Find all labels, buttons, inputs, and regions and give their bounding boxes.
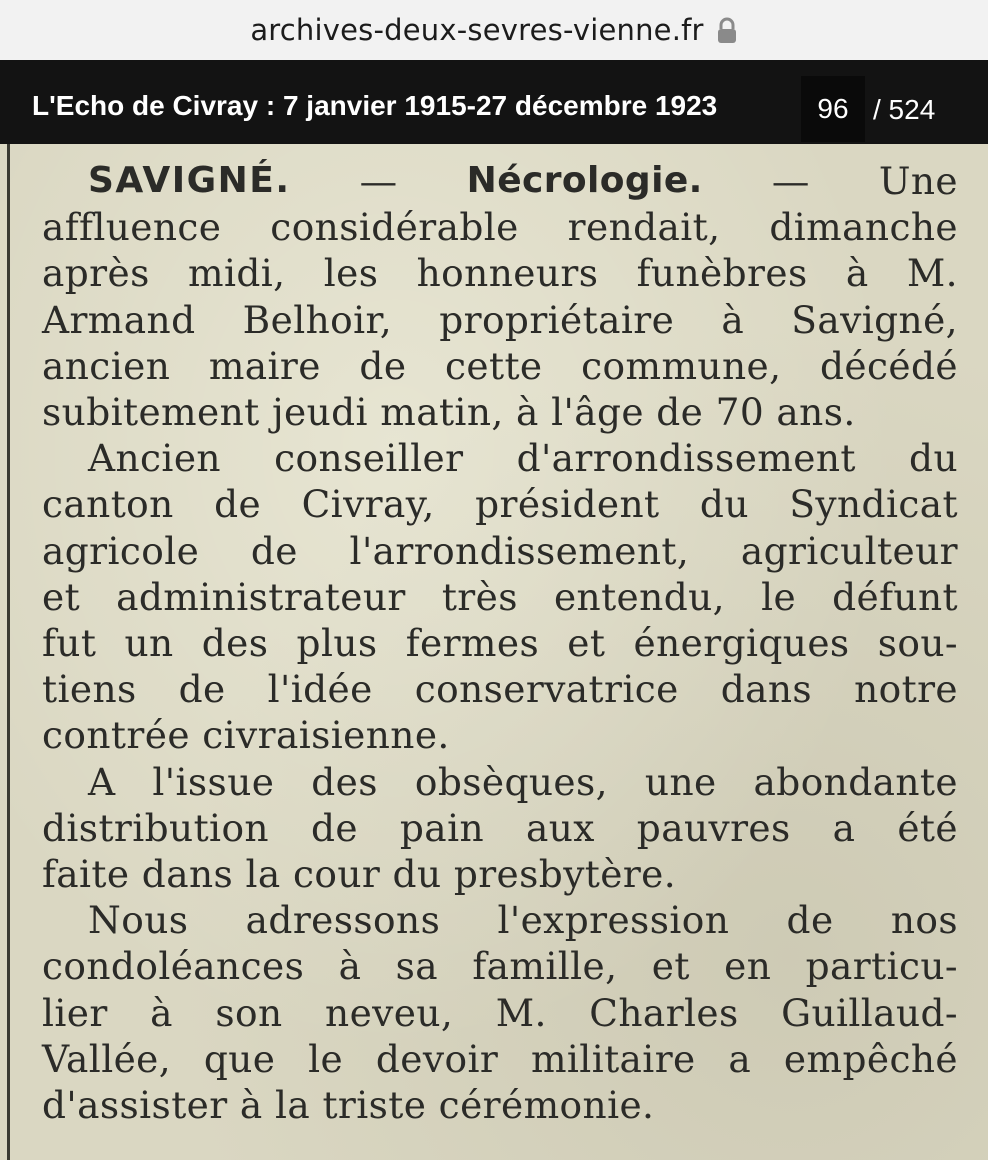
article-line: condoléances à sa famille, et en particu-: [42, 944, 958, 989]
article-line: fut un des plus fermes et énergiques sou-: [42, 621, 958, 666]
lock-icon: [716, 17, 738, 45]
first-word: Une: [878, 159, 958, 203]
article-line: Armand Belhoir, propriétaire à Savigné,: [42, 297, 958, 342]
heading-dash: —: [359, 159, 398, 203]
column-divider: [7, 144, 10, 1160]
article-place: SAVIGNÉ.: [88, 160, 291, 201]
url-text[interactable]: archives-deux-sevres-vienne.fr: [250, 13, 704, 47]
article-line: subitement jeudi matin, à l'âge de 70 ans.: [42, 390, 856, 435]
article-line: agricole de l'arrondissement, agriculteur: [42, 528, 958, 573]
heading-dash: —: [771, 159, 810, 203]
viewer-toolbar: [0, 60, 988, 144]
article-line: après midi, les honneurs funèbres à M.: [42, 251, 958, 296]
article-heading: [42, 158, 958, 204]
article-section: Nécrologie.: [466, 160, 703, 201]
article-line: ancien maire de cette commune, décédé: [42, 343, 958, 388]
document-viewer[interactable]: [0, 144, 988, 1160]
article-body: [42, 204, 958, 1128]
address-bar[interactable]: [0, 0, 988, 60]
article-line: Nous adressons l'expression de nos: [88, 898, 958, 943]
article-line: distribution de pain aux pauvres a été: [42, 805, 958, 850]
article-line: affluence considérable rendait, dimanche: [42, 205, 958, 250]
article-line: Ancien conseiller d'arrondissement du: [88, 436, 958, 481]
article-line: tiens de l'idée conservatrice dans notre: [42, 667, 958, 712]
page-number-input[interactable]: [801, 76, 865, 142]
article-line: et administrateur très entendu, le défunt: [42, 574, 958, 619]
article-line: contrée civraisienne.: [42, 713, 450, 758]
article-line: A l'issue des obsèques, une abondante: [88, 759, 958, 804]
article-line: faite dans la cour du presbytère.: [42, 852, 677, 897]
article-line: Vallée, que le devoir militaire a empêché: [42, 1036, 958, 1081]
document-title: L'Echo de Civray : 7 janvier 1915-27 décembre 1923: [32, 90, 718, 121]
page-total: / 524: [873, 94, 936, 125]
article-text: [42, 158, 958, 1128]
article-line: lier à son neveu, M. Charles Guillaud-: [42, 990, 958, 1035]
article-line: d'assister à la triste cérémonie.: [42, 1083, 655, 1128]
article-line: canton de Civray, président du Syndicat: [42, 482, 958, 527]
